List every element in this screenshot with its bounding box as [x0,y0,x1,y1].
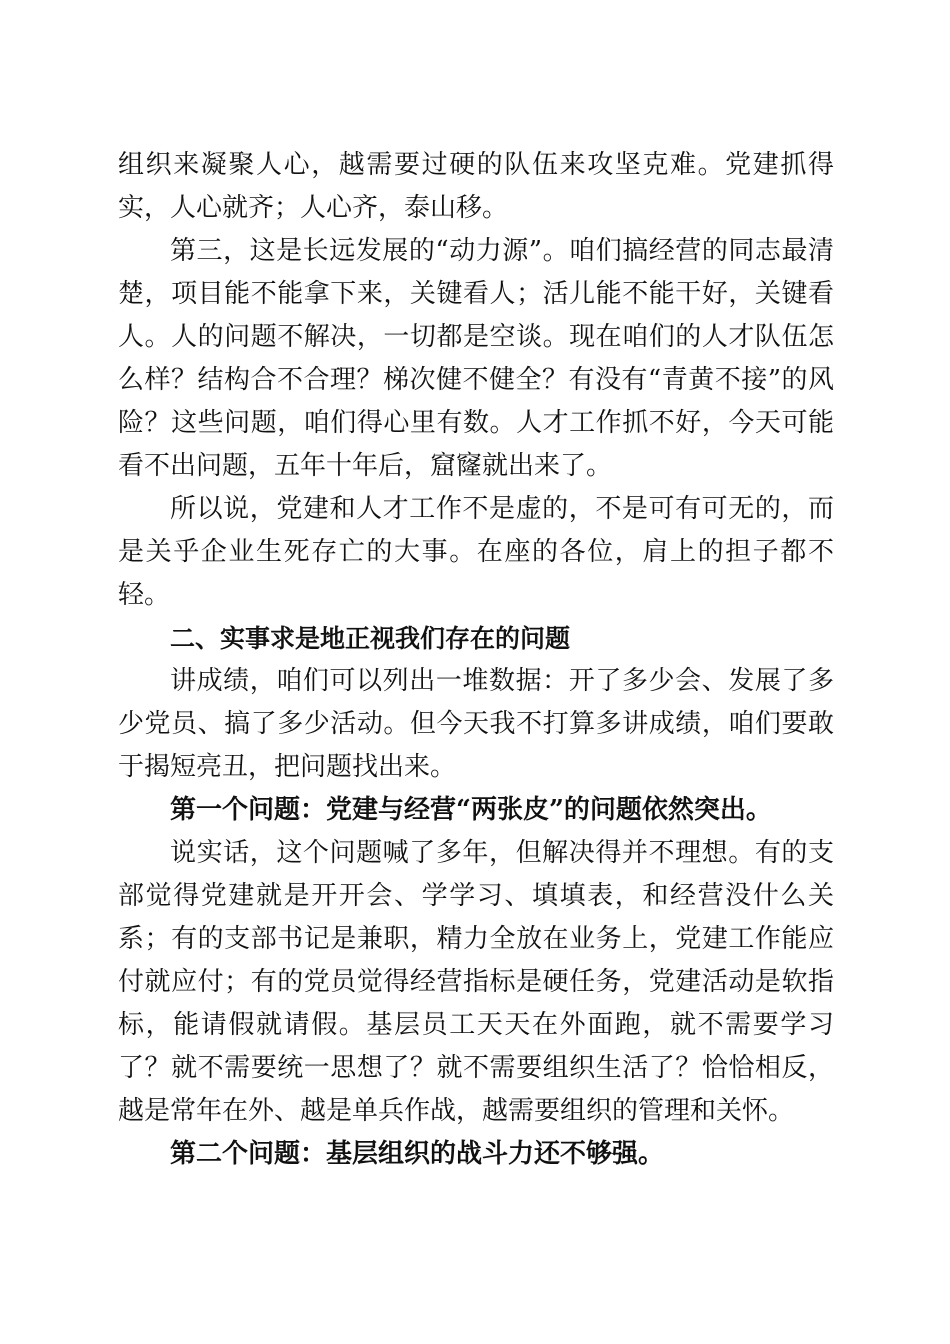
paragraph-third-point: 第三，这是长远发展的“动力源”。咱们搞经营的同志最清楚，项目能不能拿下来，关键看人；活儿能不能干好，关键看人。人的问题不解决，一切都是空谈。现在咱们的人才队伍怎么样？结构合不合理？梯次健不健全？有没有“青黄不接”的风险？这些问题，咱们得心里有数。人才工作抓不好，今天可能看不出问题，五年十年后，窟窿就出来了。 [118,236,834,481]
problem-one-title: 第一个问题：党建与经营“两张皮”的问题依然突出。 [170,795,772,825]
paragraph-continued: 组织来凝聚人心，越需要过硬的队伍来攻坚克难。党建抓得实，人心就齐；人心齐，泰山移。 [118,150,834,223]
problem-two-title: 第二个问题：基层组织的战斗力还不够强。 [170,1139,665,1169]
paragraph-conclusion: 所以说，党建和人才工作不是虚的，不是可有可无的，而是关乎企业生死存亡的大事。在座的各位，肩上的担子都不轻。 [118,494,834,610]
section-heading-two: 二、实事求是地正视我们存在的问题 [170,624,571,653]
paragraph-problem-one: 说实话，这个问题喊了多年，但解决得并不理想。有的支部觉得党建就是开开会、学学习、填填表，和经营没什么关系；有的支部书记是兼职，精力全放在业务上，党建工作能应付就应付；有的党员觉得经营指标是硬任务，党建活动是软指标，能请假就请假。基层员工天天在外面跑，就不需要学习了？就不需要统一思想了？就不需要组织生活了？恰恰相反，越是常年在外、越是单兵作战，越需要组织的管理和关怀。 [118,838,834,1126]
paragraph-achievements: 讲成绩，咱们可以列出一堆数据：开了多少会、发展了多少党员、搞了多少活动。但今天我不打算多讲成绩，咱们要敢于揭短亮丑，把问题找出来。 [118,666,834,782]
document-body [118,144,834,1176]
